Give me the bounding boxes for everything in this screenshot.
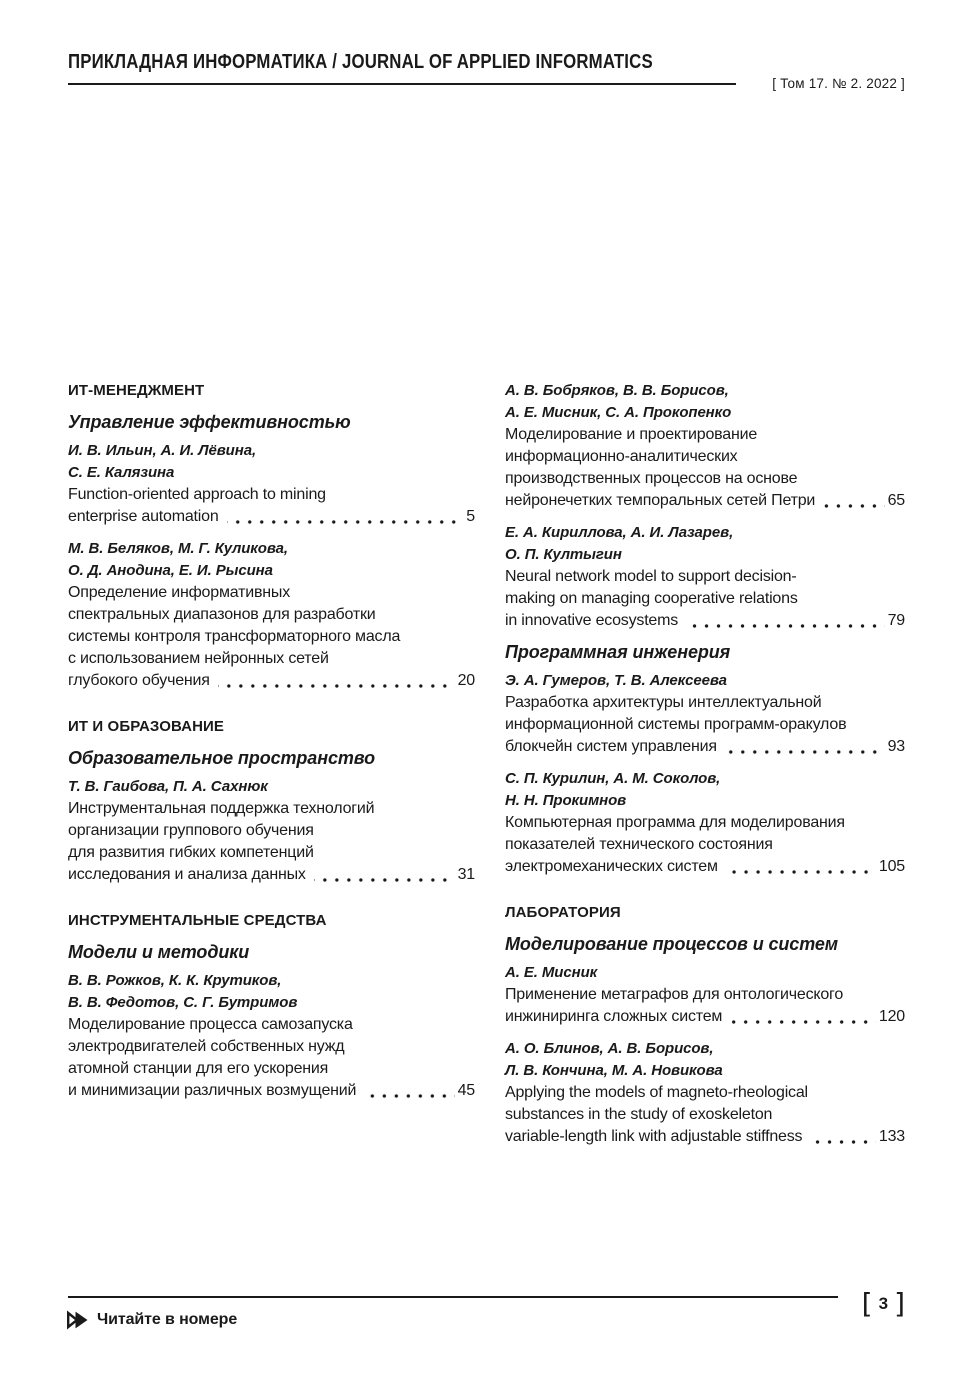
toc-entry [505,522,905,632]
subsection-heading: Модели и методики [68,942,250,962]
entry-title-last-line [68,670,475,692]
entry-authors-line: Т. В. Гаибова, П. А. Сахнюк [68,778,268,795]
entry-page-number: 31 [457,866,475,883]
entry-title-line: электродвигателей собственных нужд [68,1038,345,1055]
toc-entry [505,962,905,1028]
toc-entry [505,380,905,512]
entry-authors-line: Е. А. Кириллова, А. И. Лазарев, [505,524,734,541]
entry-authors-line: Н. Н. Прокимнов [505,792,627,809]
toc-entry [68,970,475,1102]
entry-title-line: производственных процессов на основе [505,470,798,487]
entry-page-number: 105 [878,858,905,875]
entry-authors-line: Э. А. Гумеров, Т. В. Алексеева [505,672,727,689]
entry-authors-line: И. В. Ильин, А. И. Лёвина, [68,442,257,459]
entry-title-line: Function-oriented approach to mining [68,486,326,503]
entry-title-line: Neural network model to support decision- [505,568,797,585]
entry-title-line: информационной системы программ-оракулов [505,716,847,733]
dot-leader [227,520,464,524]
entry-title-line: Разработка архитектуры интеллектуальной [505,694,822,711]
table-of-contents [68,380,905,1148]
entry-title-text: variable-length link with adjustable stiffness [505,1128,803,1145]
dot-leader [364,1094,454,1098]
entry-title-text: in innovative ecosystems [505,612,679,629]
dot-leader [810,1140,876,1144]
entry-title-line: информационно-аналитических [505,448,738,465]
entry-title-text: нейронечетких темпоральных сетей Петри [505,492,816,509]
header-row [68,76,905,91]
entry-authors-line: А. Е. Мисник [505,964,598,981]
entry-title-line: making on managing cooperative relations [505,590,798,607]
entry-title-text: глубокого обучения [68,672,210,689]
entry-page-number: 65 [887,492,905,509]
entry-title-line: атомной станции для его ускорения [68,1060,329,1077]
toc-entry [505,768,905,878]
entry-authors-line: А. Е. Мисник, С. А. Прокопенко [505,404,732,421]
section-heading: ИТ-МЕНЕДЖМЕНТ [68,382,205,399]
entry-authors-line: А. О. Блинов, А. В. Борисов, [505,1040,714,1057]
dot-leader [823,504,884,508]
entry-title-line: спектральных диапазонов для разработки [68,606,376,623]
dot-leader [686,624,885,628]
toc-entry [68,776,475,886]
entry-authors-line: В. В. Федотов, С. Г. Бутримов [68,994,298,1011]
entry-page-number: 5 [466,508,475,525]
page-bracket-right: ] [894,1287,905,1320]
entry-authors-line: С. Е. Калязина [68,464,175,481]
entry-title-line: Определение информативных [68,584,290,601]
entry-title-line: substances in the study of exoskeleton [505,1106,773,1123]
entry-page-number: 120 [878,1008,905,1025]
page-number-marker [862,1289,905,1319]
page-number: 3 [878,1294,889,1313]
entry-title-last-line [505,856,905,878]
entry-page-number: 45 [457,1082,475,1099]
subsection-heading: Программная инженерия [505,642,731,662]
journal-title: ПРИКЛАДНАЯ ИНФОРМАТИКА / JOURNAL OF APPLIED INFORMATICS [68,51,653,73]
entry-title-text: блокчейн систем управления [505,738,717,755]
entry-title-last-line [68,864,475,886]
read-in-issue-label: Читайте в номере [97,1311,238,1328]
entry-authors-line: О. П. Култыгин [505,546,622,563]
entry-title-line: для развития гибких компетенций [68,844,314,861]
entry-title-last-line [505,1126,905,1148]
entry-title-last-line [68,1080,475,1102]
entry-title-text: enterprise automation [68,508,219,525]
section-heading: ИНСТРУМЕНТАЛЬНЫЕ СРЕДСТВА [68,912,327,929]
header-rule [68,83,736,85]
entry-title-last-line [505,610,905,632]
dot-leader [725,750,885,754]
section-heading: ЛАБОРАТОРИЯ [505,904,621,921]
entry-page-number: 93 [887,738,905,755]
entry-title-text: и минимизации различных возмущений [68,1082,357,1099]
page-header [68,52,905,91]
read-in-issue [66,1310,237,1330]
subsection-heading: Моделирование процессов и систем [505,934,839,954]
entry-title-line: Моделирование и проектирование [505,426,758,443]
entry-title-text: электромеханических систем [505,858,718,875]
toc-entry [505,1038,905,1148]
entry-authors-line: С. П. Курилин, А. М. Соколов, [505,770,721,787]
footer-rule [68,1296,838,1298]
entry-title-line: организации группового обучения [68,822,314,839]
subsection-heading: Образовательное пространство [68,748,376,768]
issue-label: [ Том 17. № 2. 2022 ] [772,76,905,91]
entry-title-line: Моделирование процесса самозапуска [68,1016,353,1033]
dot-leader [726,870,876,874]
entry-authors-line: М. В. Беляков, М. Г. Куликова, [68,540,288,557]
fast-forward-icon [66,1310,90,1330]
subsection-heading: Управление эффективностью [68,412,351,432]
toc-entry [68,538,475,692]
entry-title-last-line [68,506,475,528]
toc-entry [505,670,905,758]
dot-leader [218,684,455,688]
entry-title-line: Компьютерная программа для моделирования [505,814,845,831]
entry-title-line: Applying the models of magneto-rheological [505,1084,808,1101]
entry-title-line: показателей технического состояния [505,836,773,853]
entry-authors-line: Л. В. Кончина, М. А. Новикова [505,1062,723,1079]
entry-page-number: 20 [457,672,475,689]
entry-page-number: 79 [887,612,905,629]
page-bracket-left: [ [861,1287,873,1320]
entry-authors-line: А. В. Бобряков, В. В. Борисов, [505,382,729,399]
entry-title-last-line [505,1006,905,1028]
dot-leader [730,1020,876,1024]
section-heading: ИТ И ОБРАЗОВАНИЕ [68,718,225,735]
entry-title-last-line [505,490,905,512]
entry-authors-line: О. Д. Анодина, Е. И. Рысина [68,562,273,579]
entry-title-line: Инструментальная поддержка технологий [68,800,375,817]
toc-column-right [505,380,905,1148]
entry-page-number: 133 [878,1128,905,1145]
entry-title-line: системы контроля трансформаторного масла [68,628,401,645]
toc-column-left [68,380,475,1148]
entry-title-text: инжиниринга сложных систем [505,1008,723,1025]
entry-title-last-line [505,736,905,758]
dot-leader [314,878,455,882]
entry-title-text: исследования и анализа данных [68,866,306,883]
entry-authors-line: В. В. Рожков, К. К. Крутиков, [68,972,282,989]
entry-title-line: с использованием нейронных сетей [68,650,329,667]
toc-entry [68,440,475,528]
entry-title-line: Применение метаграфов для онтологического [505,986,844,1003]
